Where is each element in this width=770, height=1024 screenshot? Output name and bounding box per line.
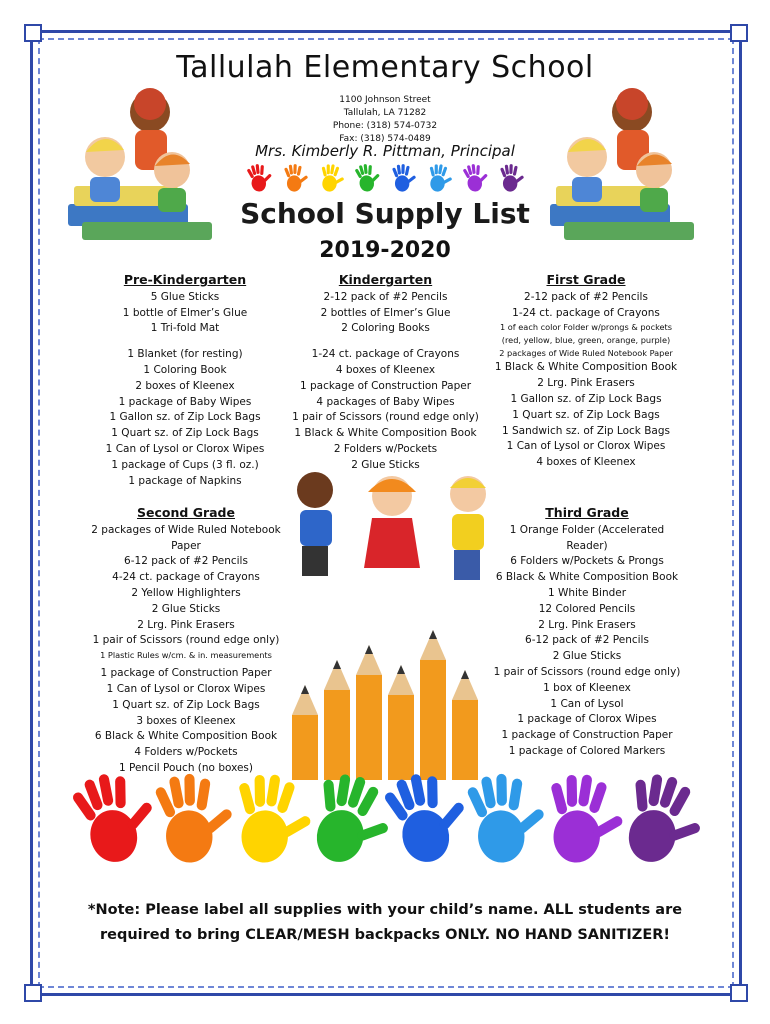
list-item: 6 Black & White Composition Book <box>94 730 278 743</box>
list-item: 1 Plastic Rules w/cm. & in. measurements <box>100 650 272 661</box>
handprint <box>153 770 238 865</box>
list-item: 5 Glue Sticks <box>150 290 220 303</box>
list-item: 2 Lrg. Pink Erasers <box>137 618 235 631</box>
list-item: 1 package of Colored Markers <box>508 744 666 757</box>
list-item: 2 Lrg. Pink Erasers <box>537 377 635 390</box>
list-item: 1 Sandwich sz. of Zip Lock Bags <box>502 424 670 437</box>
pencil <box>452 700 478 780</box>
list-item: 1 Can of Lysol or Clorox Wipes <box>105 442 265 455</box>
list-item: 2 packages of Wide Ruled Notebook <box>91 523 281 536</box>
corner-ornament <box>24 984 42 1002</box>
list-item: 1 package of Construction Paper <box>299 379 472 392</box>
list-item: 1 Black & White Composition Book <box>294 427 477 440</box>
kids-reading-illustration-left <box>60 82 225 247</box>
list-item: 1 Gallon sz. of Zip Lock Bags <box>510 392 662 405</box>
list-item: 1 pair of Scissors (round edge only) <box>493 665 681 678</box>
list-item: 1 Gallon sz. of Zip Lock Bags <box>109 411 261 424</box>
pencil <box>356 675 382 780</box>
school-year: 2019-2020 <box>319 238 451 263</box>
corner-ornament <box>730 984 748 1002</box>
second-grade-heading: Second Grade <box>137 505 235 520</box>
pencils-illustration <box>282 615 487 780</box>
first-grade-list <box>488 272 684 471</box>
pencil <box>388 695 414 780</box>
handprint <box>500 164 525 192</box>
jumping-kids-illustration <box>280 468 505 593</box>
list-item: 1 Can of Lysol or Clorox Wipes <box>106 682 266 695</box>
list-item: 1 Can of Lysol or Clorox Wipes <box>506 440 666 453</box>
handprint <box>319 163 346 193</box>
list-item: 2 Lrg. Pink Erasers <box>538 618 636 631</box>
list-item: 1 package of Napkins <box>128 474 242 487</box>
handprint <box>616 770 700 873</box>
list-item: 1 package of Construction Paper <box>501 729 673 742</box>
kids-reading-illustration-right <box>542 82 707 247</box>
handprint <box>380 770 478 869</box>
kindergarten-heading: Kindergarten <box>338 272 433 287</box>
list-item: 1-24 ct. package of Crayons <box>311 348 460 361</box>
list-item: 2-12 pack of #2 Pencils <box>323 290 448 303</box>
list-item: 1 Quart sz. of Zip Lock Bags <box>112 698 260 711</box>
list-item: 1 package of Cups (3 fl. oz.) <box>111 458 259 471</box>
list-item: 1 package of Clorox Wipes <box>517 713 657 726</box>
list-item: 4-24 ct. package of Crayons <box>112 571 260 584</box>
list-item: 1 pair of Scissors (round edge only) <box>92 634 280 647</box>
third-grade-heading: Third Grade <box>545 505 629 520</box>
third-grade-list <box>490 505 684 760</box>
list-item: 2 Glue Sticks <box>552 650 622 663</box>
list-item: 4 packages of Baby Wipes <box>316 395 455 408</box>
footer-note-line-2: required to bring CLEAR/MESH backpacks ONLY. NO HAND SANITIZER! <box>99 927 671 943</box>
fax-line: Fax: (318) 574-0489 <box>339 134 431 144</box>
school-title: Tallulah Elementary School <box>176 50 594 85</box>
pre-kindergarten-heading: Pre-Kindergarten <box>123 272 247 287</box>
list-item: 6 Folders w/Pockets & Prongs <box>510 555 664 568</box>
corner-ornament <box>730 24 748 42</box>
list-item: 1 Coloring Book <box>143 363 227 376</box>
pre-kindergarten-list <box>90 272 280 489</box>
list-item: 1 Can of Lysol <box>550 697 624 710</box>
address-line: Tallulah, LA 71282 <box>343 108 427 118</box>
list-item: 4 boxes of Kleenex <box>536 456 636 469</box>
second-grade-list <box>88 505 284 777</box>
footer-note <box>60 898 710 948</box>
list-item: 2 Coloring Books <box>341 322 430 335</box>
list-item: 2 boxes of Kleenex <box>135 379 235 392</box>
first-grade-heading: First Grade <box>546 272 626 287</box>
list-item: 12 Colored Pencils <box>538 602 636 615</box>
list-item: 2 Glue Sticks <box>351 458 420 471</box>
handprint <box>232 771 317 866</box>
supply-list-title: School Supply List <box>240 197 530 230</box>
list-item: 1 package of Construction Paper <box>100 667 272 680</box>
list-item: 1 Quart sz. of Zip Lock Bags <box>512 408 660 421</box>
list-item: 1 Tri-fold Mat <box>150 322 220 335</box>
list-item: 1 box of Kleenex <box>543 681 631 694</box>
list-item: Paper <box>171 539 201 552</box>
handprint <box>246 163 274 193</box>
kindergarten-list <box>288 272 483 474</box>
list-item: 1 White Binder <box>547 586 627 599</box>
list-item: 4 boxes of Kleenex <box>335 363 436 376</box>
handprint <box>70 770 165 869</box>
list-item: 2 bottles of Elmer’s Glue <box>320 306 451 319</box>
list-item: 1 bottle of Elmer’s Glue <box>122 306 248 319</box>
handprint <box>465 770 550 865</box>
list-item: (red, yellow, blue, green, orange, purple) <box>501 335 671 346</box>
phone-line: Phone: (318) 574-0732 <box>332 121 438 131</box>
handprint <box>354 163 382 193</box>
handprint <box>284 164 309 192</box>
address-line: 1100 Johnson Street <box>339 95 431 105</box>
list-item: 1 of each color Folder w/prongs & pockets <box>499 322 673 333</box>
list-item: 1 Quart sz. of Zip Lock Bags <box>111 427 259 440</box>
list-item: 1 Pencil Pouch (no boxes) <box>118 761 254 774</box>
principal-name: Mrs. Kimberly R. Pittman, Principal <box>255 142 515 160</box>
list-item: 2 Yellow Highlighters <box>131 586 241 599</box>
handprint <box>544 771 629 866</box>
handprints-illustration <box>70 770 700 880</box>
small-handprints-row <box>240 163 530 195</box>
pencil <box>420 660 446 780</box>
list-item: 2 Folders w/Pockets <box>333 442 438 455</box>
corner-ornament <box>24 24 42 42</box>
handprint <box>462 163 490 193</box>
list-item: 6-12 pack of #2 Pencils <box>525 634 649 647</box>
list-item: 6-12 pack of #2 Pencils <box>124 555 248 568</box>
list-item: 1 Orange Folder (Accelerated <box>509 523 665 536</box>
list-item: 1 pair of Scissors (round edge only) <box>292 411 479 424</box>
handprint <box>304 770 402 873</box>
handprint <box>392 164 417 192</box>
list-item: 1 package of Baby Wipes <box>118 395 252 408</box>
list-item: 2 Glue Sticks <box>151 602 221 615</box>
list-item: 2-12 pack of #2 Pencils <box>524 290 648 303</box>
handprint <box>427 163 454 193</box>
list-item: 6 Black & White Composition Book <box>495 571 679 584</box>
list-item: 1 Blanket (for resting) <box>127 348 243 361</box>
list-item: Reader) <box>566 539 608 552</box>
list-item: 1-24 ct. package of Crayons <box>512 306 660 319</box>
footer-note-line-1: *Note: Please label all supplies with your child’s name. ALL students are <box>87 902 683 918</box>
list-item: 1 Black & White Composition Book <box>494 361 678 374</box>
list-item: 3 boxes of Kleenex <box>136 714 236 727</box>
list-item: 4 Folders w/Pockets <box>134 746 238 759</box>
list-item: 2 packages of Wide Ruled Notebook Paper <box>499 348 673 359</box>
pencil <box>324 690 350 780</box>
